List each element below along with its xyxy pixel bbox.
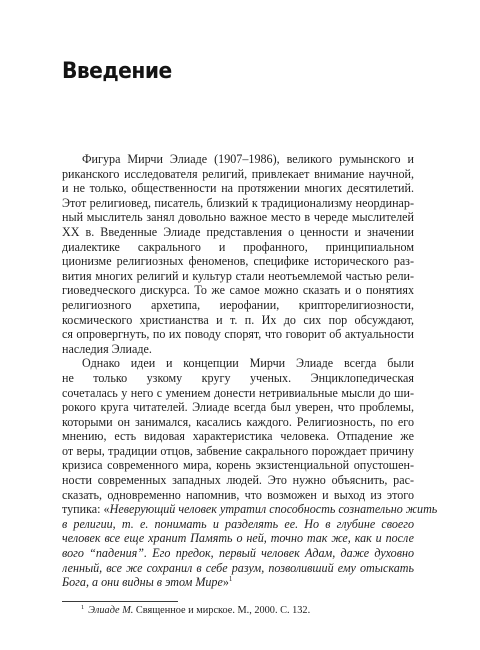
text-line: ционизме религиозных феноменов, специфике исторического раз-: [62, 254, 414, 269]
text-line: от веры, традиции отцов, забвение сакрального порождает причину: [62, 443, 414, 458]
text-line: ный мыслитель занял довольно важное место в череде мыслителей: [62, 210, 414, 225]
text-line: Фигура Мирчи Элиаде (1907–1986), великого румынского и: [82, 152, 414, 166]
text-line: сочеталась у него с умением донести нетривиальные мысли до ши-: [62, 385, 414, 400]
quote-end-text: Бога, а они видны в этом Мире: [62, 575, 223, 590]
text-line: риканского исследователя религий, привлекает внимание научной,: [62, 166, 414, 181]
body-text: [62, 152, 438, 590]
text-line: Однако идеи и концепции Мирчи Элиаде всегда были: [82, 356, 414, 371]
text-line: ся опровергнуть, по их поводу спорят, что говорит об актуальности: [62, 327, 414, 342]
text-line: мнению, есть видовая характеристика человека. Отпадение же: [62, 429, 414, 444]
text-line: Этот религиовед, писатель, близкий к традиционализму неординар-: [62, 195, 414, 210]
paragraph-2: [62, 356, 438, 590]
footnote: [81, 605, 310, 616]
text-line: сказать, одновременно напомнив, что возможен и выход из этого: [62, 487, 414, 502]
footnote-marker: 1: [228, 575, 233, 584]
footnote-text: Священное и мирское. М., 2000. С. 132.: [133, 605, 311, 616]
text-line: космического христианства и т. п. Их до сих пор обсуждают,: [62, 312, 414, 327]
paragraph-1: [62, 152, 414, 356]
text-line: человек все еще хранит Память о ней, точно так же, как и после: [62, 531, 414, 546]
text-line: не только узкому кругу ученых. Энциклопедическая: [62, 370, 414, 385]
text-line: в религии, т. е. понимать и разделять ее. Но в глубине своего: [62, 516, 414, 531]
text-line: кризиса современного мира, корень экзистенциальной опустошен-: [62, 458, 414, 473]
footnote-divider: [62, 601, 178, 602]
text-line: диалектике сакрального и профанного, принципиальном: [62, 239, 414, 254]
quote-close: »: [222, 575, 229, 590]
text-line: гиоведческого дискурса. То же самое можно сказать и о понятиях: [62, 283, 414, 298]
quote-open: тупика: «: [62, 502, 110, 517]
footnote-number: 1: [81, 603, 85, 611]
text-line: ленный, все же сохранил в себе разум, позволивший ему отыскать: [62, 560, 414, 575]
text-line: XX в. Введенные Элиаде представления о ценности и значении: [62, 224, 414, 239]
footnote-author: Элиаде М.: [88, 605, 134, 616]
text-line: рокого круга читателей. Элиаде всегда был уверен, что проблемы,: [62, 400, 414, 415]
text-line: религиозного архетипа, иерофании, крипторелигиозности,: [62, 297, 414, 312]
text-line: вого “падения”. Его предок, первый человек Адам, даже духовно: [62, 546, 414, 561]
chapter-heading: Введение: [62, 58, 172, 84]
text-line: вития многих религий и культур стали неотъемлемой частью рели-: [62, 268, 414, 283]
text-line: [62, 502, 438, 517]
text-line: которыми он занимался, касались каждого. Религиозность, по его: [62, 414, 414, 429]
text-line: [62, 575, 414, 590]
text-line: ности современных западных людей. Это нужно объяснить, рас-: [62, 473, 414, 488]
text-line: и не только, общественности на протяжении многих десятилетий.: [62, 181, 414, 196]
quote-text: Неверующий человек утратил способность сознательно жить: [109, 502, 438, 517]
text-line: наследия Элиаде.: [62, 341, 152, 356]
